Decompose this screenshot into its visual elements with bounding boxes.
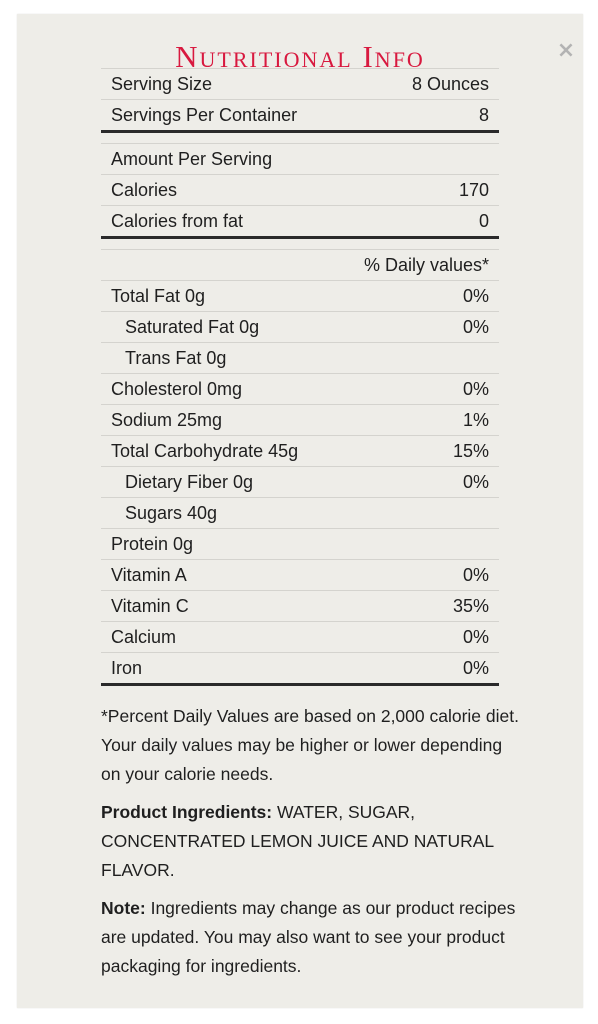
notes-section <box>101 702 521 990</box>
nutrition-table <box>101 68 499 686</box>
calories-row <box>101 174 499 205</box>
calories-from-fat-label: Calories from fat <box>111 211 244 231</box>
nutrient-row <box>101 621 499 652</box>
modal-title: Nutritional Info <box>175 39 425 74</box>
nutrient-value: 0% <box>462 472 489 492</box>
close-icon[interactable]: × <box>556 38 576 63</box>
nutrient-label: Sugars 40g <box>125 503 218 523</box>
calories-from-fat-row <box>101 205 499 236</box>
nutrient-value: 35% <box>452 596 489 616</box>
nutrient-label: Total Carbohydrate 45g <box>111 441 299 461</box>
calories-label: Calories <box>111 180 178 200</box>
ingredients-text: WATER, SUGAR, CONCENTRATED LEMON JUICE AND NATURAL FLAVOR. <box>101 802 494 880</box>
nutrient-row <box>101 528 499 559</box>
note-label: Note: <box>101 898 146 918</box>
calories-value: 170 <box>458 180 489 200</box>
nutrient-row <box>101 652 499 683</box>
daily-values-footnote: *Percent Daily Values are based on 2,000 calorie diet. Your daily values may be higher or lower depending on your calorie needs. <box>101 706 519 784</box>
nutrient-row <box>101 311 499 342</box>
nutrient-label: Trans Fat 0g <box>125 348 227 368</box>
note-paragraph <box>101 894 521 981</box>
amount-per-serving-label: Amount Per Serving <box>111 149 273 169</box>
ingredients-paragraph <box>101 798 521 885</box>
servings-per-container-label: Servings Per Container <box>111 105 298 125</box>
nutrient-label: Calcium <box>111 627 177 647</box>
nutrient-row <box>101 404 499 435</box>
nutrient-value: 0% <box>462 627 489 647</box>
ingredients-label: Product Ingredients: <box>101 802 273 822</box>
serving-size-label: Serving Size <box>111 74 213 94</box>
nutrient-label: Saturated Fat 0g <box>125 317 260 337</box>
nutrient-label: Dietary Fiber 0g <box>125 472 254 492</box>
nutrient-value: 1% <box>462 410 489 430</box>
nutrient-label: Total Fat 0g <box>111 286 206 306</box>
nutrient-label: Sodium 25mg <box>111 410 223 430</box>
nutrient-label: Protein 0g <box>111 534 194 554</box>
nutrient-label: Vitamin C <box>111 596 189 616</box>
nutrient-value: 15% <box>452 441 489 461</box>
nutrient-label: Iron <box>111 658 143 678</box>
daily-values-header: % Daily values* <box>363 255 489 275</box>
servings-per-container-value: 8 <box>478 105 489 125</box>
nutrient-row <box>101 280 499 311</box>
section-divider <box>101 683 499 686</box>
nutrient-value: 0% <box>462 286 489 306</box>
serving-size-value: 8 Ounces <box>411 74 489 94</box>
amount-per-serving-row <box>101 143 499 174</box>
nutrient-row <box>101 559 499 590</box>
nutrient-label: Cholesterol 0mg <box>111 379 243 399</box>
nutrient-value: 0% <box>462 317 489 337</box>
nutrient-value: 0% <box>462 658 489 678</box>
nutrient-row <box>101 435 499 466</box>
nutrient-row <box>101 466 499 497</box>
nutrient-value: 0% <box>462 379 489 399</box>
nutrient-row <box>101 373 499 404</box>
calories-from-fat-value: 0 <box>478 211 489 231</box>
nutrient-value: 0% <box>462 565 489 585</box>
nutrient-row <box>101 497 499 528</box>
nutrient-label: Vitamin A <box>111 565 187 585</box>
nutrient-row <box>101 590 499 621</box>
servings-per-container-row <box>101 99 499 130</box>
nutrient-row <box>101 342 499 373</box>
nutrition-modal <box>17 14 583 1008</box>
serving-size-row <box>101 68 499 99</box>
note-text: Ingredients may change as our product recipes are updated. You may also want to see your product packaging for ingredients. <box>101 898 516 976</box>
daily-values-header-row <box>101 249 499 280</box>
